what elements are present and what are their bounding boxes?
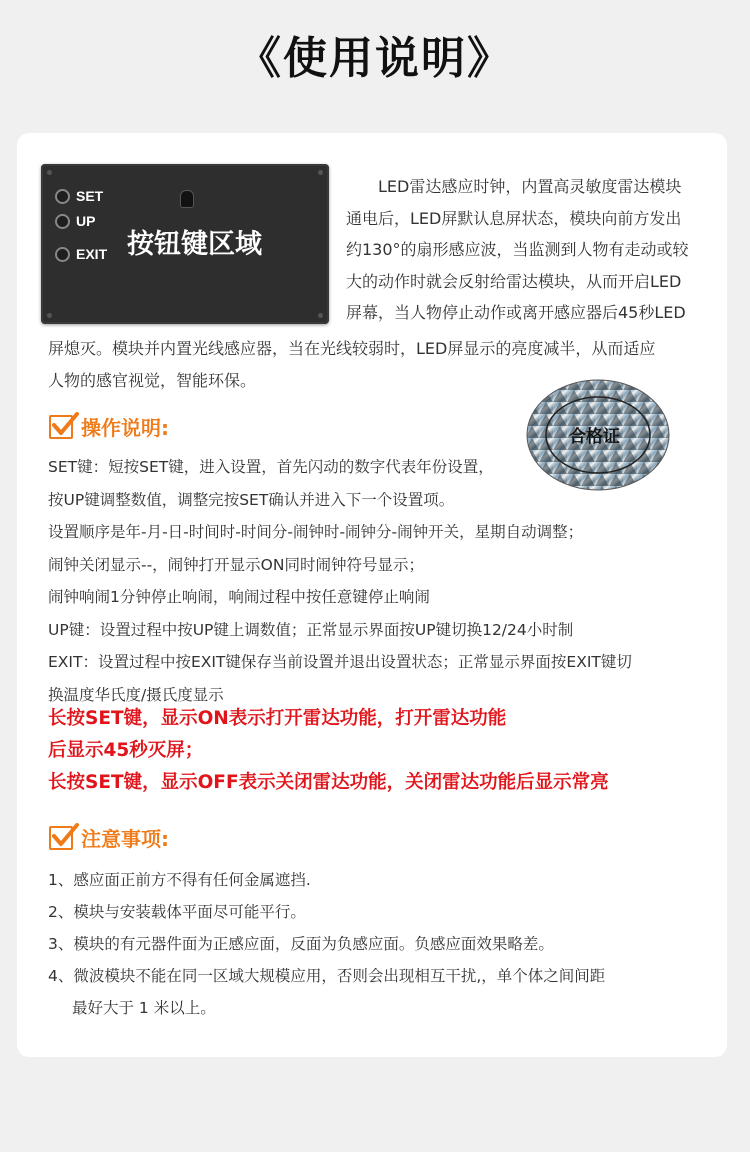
- warning-line: 长按SET键，显示OFF表示关闭雷达功能，关闭雷达功能后显示常亮: [48, 772, 609, 793]
- note-item: 3、模块的有元器件面为正感应面，反面为负感应面。负感应面效果略差。: [48, 935, 554, 953]
- note-item: 2、模块与安装载体平面尽可能平行。: [48, 903, 306, 921]
- set-label: SET: [76, 188, 104, 204]
- intro-line: 约130°的扇形感应波，当监测到人物有走动或较: [346, 240, 689, 259]
- warning-line: 后显示45秒灭屏；: [48, 740, 204, 761]
- intro-line: 大的动作时就会反射给雷达模块，从而开启LED: [346, 271, 682, 291]
- operation-instructions: [48, 451, 698, 711]
- intro-line: 人物的感官视觉，智能环保。: [48, 370, 257, 390]
- note-item: 最好大于 1 米以上。: [72, 999, 216, 1017]
- notes-heading-text: 注意事项:: [81, 827, 169, 851]
- intro-line: 屏幕，当人物停止动作或离开感应器后45秒LED: [346, 303, 686, 322]
- intro-right: [346, 171, 716, 329]
- note-item: 1、感应面正前方不得有任何金属遮挡.: [48, 871, 311, 889]
- hanging-hole: [180, 190, 194, 208]
- intro-line: 通电后，LED屏默认息屏状态，模块向前方发出: [346, 208, 682, 228]
- operation-heading: [49, 412, 169, 441]
- device-exit-button: [55, 246, 107, 262]
- up-label: UP: [76, 213, 96, 229]
- instruction-line: UP键：设置过程中按UP键上调数值；正常显示界面按UP键切换12/24小时制: [48, 620, 574, 639]
- device-photo: [41, 164, 329, 324]
- instruction-line: 换温度华氏度/摄氏度显示: [48, 685, 224, 704]
- instruction-line: 闹钟关闭显示--，闹钟打开显示ON同时闹钟符号显示；: [48, 555, 424, 574]
- notes-heading: [49, 823, 169, 852]
- note-item: 4、微波模块不能在同一区域大规模应用，否则会出现相互干扰,，单个体之间间距: [48, 967, 606, 985]
- button-region-label: 按钮键区域: [127, 229, 262, 260]
- instruction-line: 设置顺序是年-月-日-时间时-时间分-闹钟时-闹钟分-闹钟开关，星期自动调整；: [48, 523, 584, 541]
- instruction-line: EXIT：设置过程中按EXIT键保存当前设置并退出设置状态；正常显示界面按EXIT键切: [48, 653, 632, 671]
- checkbox-icon: [49, 826, 73, 850]
- intro-line: LED雷达感应时钟，内置高灵敏度雷达模块: [378, 177, 682, 196]
- instruction-line: 按UP键调整数值，调整完按SET确认并进入下一个设置项。: [48, 490, 455, 509]
- instruction-card: [17, 133, 727, 1057]
- seal-label: 合格证: [569, 427, 620, 447]
- operation-heading-text: 操作说明:: [81, 416, 169, 440]
- checkbox-icon: [49, 415, 73, 439]
- instruction-line: 闹钟响闹1分钟停止响闹，响闹过程中按任意键停止响闹: [48, 588, 430, 606]
- device-up-button: [55, 213, 95, 229]
- exit-label: EXIT: [76, 246, 108, 262]
- page-title: 《使用说明》: [237, 33, 513, 84]
- radar-warning: [48, 703, 609, 799]
- notes-list: [48, 864, 605, 1024]
- device-set-button: [55, 188, 103, 204]
- intro-line: 屏熄灭。模块并内置光线感应器，当在光线较弱时，LED屏显示的亮度减半，从而适应: [48, 339, 656, 358]
- warning-line: 长按SET键，显示ON表示打开雷达功能，打开雷达功能: [48, 708, 507, 729]
- instruction-line: SET键：短按SET键，进入设置，首先闪动的数字代表年份设置，: [48, 458, 494, 476]
